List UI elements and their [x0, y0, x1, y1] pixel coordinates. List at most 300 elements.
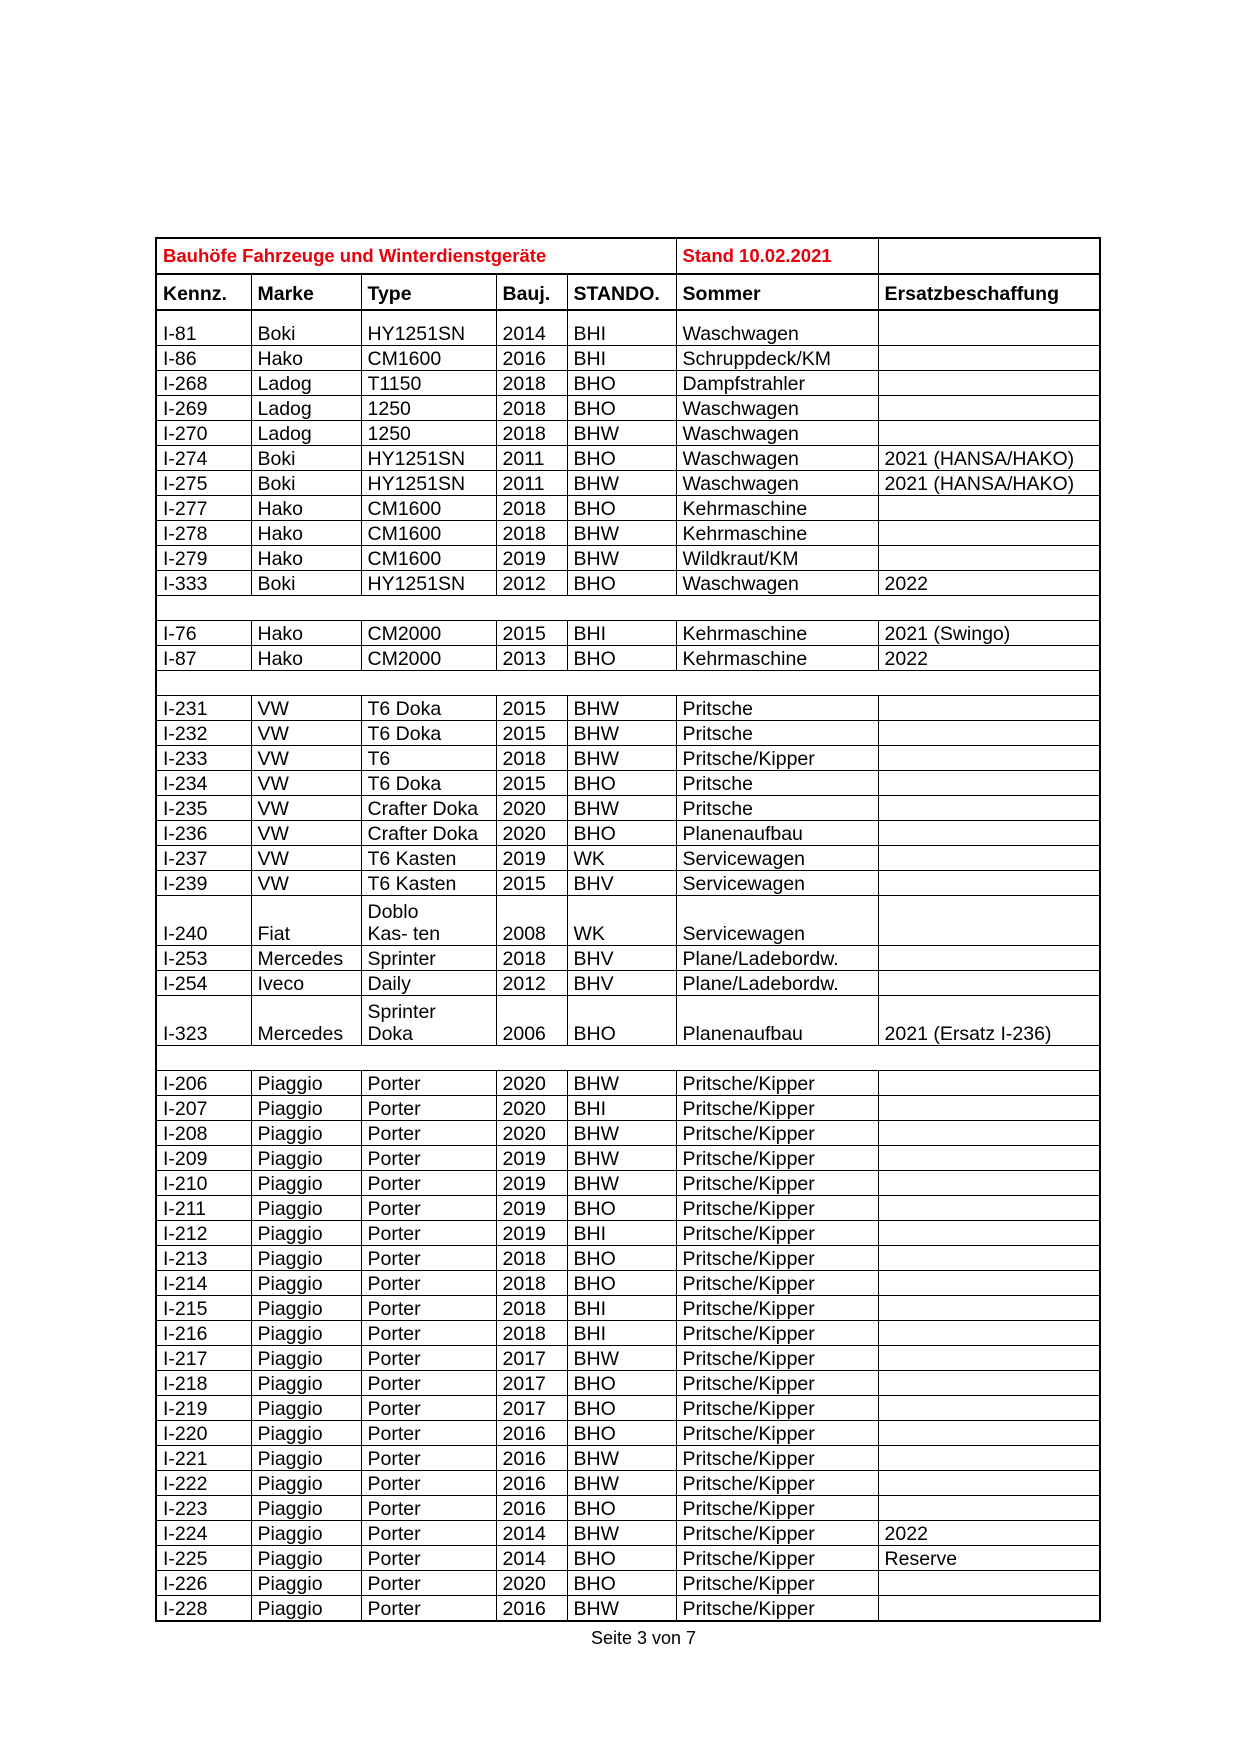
table-row [156, 1371, 1100, 1396]
table-row [156, 1271, 1100, 1296]
cell-standort: BHW [567, 721, 676, 746]
cell-type: Porter [361, 1546, 496, 1571]
cell-ersatzbeschaffung [878, 971, 1100, 996]
cell-marke: Hako [251, 546, 361, 571]
table-row [156, 1571, 1100, 1596]
cell-kennz: I-228 [156, 1596, 251, 1622]
cell-kennz: I-278 [156, 521, 251, 546]
cell-bauj: 2018 [496, 1271, 567, 1296]
table-row [156, 746, 1100, 771]
cell-sommer: Pritsche [676, 721, 878, 746]
cell-type: Porter [361, 1121, 496, 1146]
cell-marke: VW [251, 871, 361, 896]
cell-standort: BHI [567, 1296, 676, 1321]
cell-type: 1250 [361, 396, 496, 421]
cell-bauj: 2019 [496, 1171, 567, 1196]
cell-bauj: 2018 [496, 1321, 567, 1346]
cell-marke: Ladog [251, 421, 361, 446]
cell-type: CM2000 [361, 621, 496, 646]
cell-ersatzbeschaffung [878, 1446, 1100, 1471]
cell-marke: Piaggio [251, 1196, 361, 1221]
cell-standort: BHW [567, 421, 676, 446]
cell-kennz: I-87 [156, 646, 251, 671]
cell-ersatzbeschaffung [878, 696, 1100, 721]
cell-ersatzbeschaffung [878, 1496, 1100, 1521]
cell-kennz: I-254 [156, 971, 251, 996]
separator-cell [251, 596, 361, 621]
separator-cell [156, 1046, 251, 1071]
document-title: Bauhöfe Fahrzeuge und Winterdienstgeräte [156, 238, 676, 274]
cell-sommer: Pritsche [676, 771, 878, 796]
cell-bauj: 2012 [496, 571, 567, 596]
cell-bauj: 2016 [496, 346, 567, 371]
cell-bauj: 2014 [496, 310, 567, 346]
cell-kennz: I-210 [156, 1171, 251, 1196]
separator-cell [251, 671, 361, 696]
cell-marke: Boki [251, 571, 361, 596]
separator-cell [567, 1046, 676, 1071]
cell-standort: BHO [567, 646, 676, 671]
cell-standort: BHW [567, 1521, 676, 1546]
table-row [156, 1121, 1100, 1146]
cell-sommer: Pritsche/Kipper [676, 1396, 878, 1421]
cell-standort: BHV [567, 971, 676, 996]
cell-type: Porter [361, 1071, 496, 1096]
table-row [156, 371, 1100, 396]
separator-cell [878, 671, 1100, 696]
cell-bauj: 2019 [496, 846, 567, 871]
cell-standort: BHI [567, 1096, 676, 1121]
cell-standort: BHW [567, 521, 676, 546]
cell-kennz: I-274 [156, 446, 251, 471]
cell-marke: Piaggio [251, 1571, 361, 1596]
cell-marke: Piaggio [251, 1446, 361, 1471]
table-row [156, 1346, 1100, 1371]
cell-type: CM1600 [361, 496, 496, 521]
cell-type: Porter [361, 1521, 496, 1546]
cell-bauj: 2019 [496, 546, 567, 571]
cell-standort: BHO [567, 571, 676, 596]
cell-sommer: Pritsche/Kipper [676, 1371, 878, 1396]
cell-standort: BHO [567, 821, 676, 846]
cell-standort: BHO [567, 371, 676, 396]
cell-kennz: I-240 [156, 896, 251, 946]
cell-marke: VW [251, 771, 361, 796]
cell-bauj: 2018 [496, 1246, 567, 1271]
cell-standort: BHO [567, 771, 676, 796]
cell-standort: BHW [567, 746, 676, 771]
cell-marke: Mercedes [251, 996, 361, 1046]
cell-kennz: I-233 [156, 746, 251, 771]
table-row [156, 621, 1100, 646]
cell-marke: Piaggio [251, 1521, 361, 1546]
cell-ersatzbeschaffung [878, 396, 1100, 421]
cell-kennz: I-333 [156, 571, 251, 596]
cell-marke: VW [251, 846, 361, 871]
cell-type: Sprinter Doka [361, 996, 496, 1046]
cell-sommer: Pritsche/Kipper [676, 1421, 878, 1446]
cell-type: CM1600 [361, 546, 496, 571]
table-row [156, 996, 1100, 1046]
header-standort: STANDO. [567, 274, 676, 310]
cell-kennz: I-225 [156, 1546, 251, 1571]
cell-type: HY1251SN [361, 471, 496, 496]
cell-sommer: Pritsche/Kipper [676, 1496, 878, 1521]
cell-kennz: I-217 [156, 1346, 251, 1371]
table-row [156, 1221, 1100, 1246]
cell-marke: Piaggio [251, 1271, 361, 1296]
cell-type: CM1600 [361, 521, 496, 546]
cell-standort: BHI [567, 346, 676, 371]
cell-kennz: I-275 [156, 471, 251, 496]
separator-row [156, 1046, 1100, 1071]
cell-kennz: I-269 [156, 396, 251, 421]
cell-standort: WK [567, 846, 676, 871]
cell-sommer: Servicewagen [676, 846, 878, 871]
cell-standort: BHV [567, 946, 676, 971]
table-row [156, 1496, 1100, 1521]
cell-ersatzbeschaffung [878, 1321, 1100, 1346]
separator-row [156, 596, 1100, 621]
cell-marke: Piaggio [251, 1246, 361, 1271]
cell-kennz: I-216 [156, 1321, 251, 1346]
cell-standort: BHO [567, 1496, 676, 1521]
cell-bauj: 2015 [496, 696, 567, 721]
cell-sommer: Waschwagen [676, 471, 878, 496]
cell-type: Porter [361, 1421, 496, 1446]
cell-standort: BHI [567, 1221, 676, 1246]
cell-sommer: Pritsche/Kipper [676, 1546, 878, 1571]
cell-standort: BHO [567, 996, 676, 1046]
separator-cell [878, 1046, 1100, 1071]
cell-marke: Hako [251, 646, 361, 671]
cell-ersatzbeschaffung [878, 1571, 1100, 1596]
cell-kennz: I-223 [156, 1496, 251, 1521]
cell-sommer: Kehrmaschine [676, 496, 878, 521]
cell-sommer: Waschwagen [676, 310, 878, 346]
cell-bauj: 2015 [496, 871, 567, 896]
cell-marke: Piaggio [251, 1346, 361, 1371]
table-row [156, 421, 1100, 446]
cell-marke: Piaggio [251, 1421, 361, 1446]
cell-kennz: I-270 [156, 421, 251, 446]
cell-sommer: Waschwagen [676, 396, 878, 421]
cell-ersatzbeschaffung [878, 746, 1100, 771]
cell-marke: Piaggio [251, 1471, 361, 1496]
cell-ersatzbeschaffung [878, 1096, 1100, 1121]
cell-sommer: Pritsche/Kipper [676, 1296, 878, 1321]
cell-type: Porter [361, 1146, 496, 1171]
table-row [156, 310, 1100, 346]
cell-sommer: Pritsche/Kipper [676, 1271, 878, 1296]
table-row [156, 521, 1100, 546]
cell-marke: Piaggio [251, 1371, 361, 1396]
cell-bauj: 2018 [496, 421, 567, 446]
cell-bauj: 2006 [496, 996, 567, 1046]
cell-ersatzbeschaffung [878, 1471, 1100, 1496]
cell-ersatzbeschaffung [878, 821, 1100, 846]
separator-cell [567, 671, 676, 696]
cell-type: T6 Doka [361, 696, 496, 721]
cell-standort: BHO [567, 1271, 676, 1296]
table-row [156, 446, 1100, 471]
cell-ersatzbeschaffung [878, 896, 1100, 946]
page-footer: Seite 3 von 7 [590, 1628, 697, 1648]
cell-type: T6 Doka [361, 721, 496, 746]
cell-ersatzbeschaffung [878, 771, 1100, 796]
cell-sommer: Pritsche/Kipper [676, 1221, 878, 1246]
table-row [156, 971, 1100, 996]
cell-bauj: 2019 [496, 1196, 567, 1221]
cell-kennz: I-232 [156, 721, 251, 746]
cell-standort: BHO [567, 396, 676, 421]
separator-cell [156, 596, 251, 621]
cell-marke: Boki [251, 310, 361, 346]
cell-kennz: I-222 [156, 1471, 251, 1496]
cell-marke: VW [251, 796, 361, 821]
cell-ersatzbeschaffung [878, 1596, 1100, 1622]
header-sommer: Sommer [676, 274, 878, 310]
cell-kennz: I-235 [156, 796, 251, 821]
cell-standort: BHW [567, 1171, 676, 1196]
cell-bauj: 2008 [496, 896, 567, 946]
cell-standort: BHW [567, 546, 676, 571]
cell-standort: BHO [567, 1246, 676, 1271]
cell-bauj: 2017 [496, 1346, 567, 1371]
cell-marke: Piaggio [251, 1296, 361, 1321]
cell-marke: VW [251, 721, 361, 746]
table-row [156, 1096, 1100, 1121]
cell-marke: Hako [251, 496, 361, 521]
cell-standort: BHW [567, 1446, 676, 1471]
cell-standort: BHW [567, 471, 676, 496]
cell-ersatzbeschaffung: 2022 [878, 1521, 1100, 1546]
cell-ersatzbeschaffung [878, 846, 1100, 871]
cell-sommer: Pritsche/Kipper [676, 1521, 878, 1546]
cell-kennz: I-211 [156, 1196, 251, 1221]
cell-bauj: 2013 [496, 646, 567, 671]
cell-type: CM2000 [361, 646, 496, 671]
table-row [156, 396, 1100, 421]
cell-bauj: 2019 [496, 1146, 567, 1171]
table-row [156, 1321, 1100, 1346]
cell-type: Porter [361, 1221, 496, 1246]
cell-bauj: 2018 [496, 371, 567, 396]
cell-marke: Boki [251, 471, 361, 496]
table-body [156, 310, 1100, 1621]
table-row [156, 846, 1100, 871]
cell-type: T1150 [361, 371, 496, 396]
cell-type: Porter [361, 1396, 496, 1421]
table-row [156, 496, 1100, 521]
table-row [156, 471, 1100, 496]
cell-marke: Piaggio [251, 1121, 361, 1146]
cell-bauj: 2020 [496, 1096, 567, 1121]
cell-marke: Piaggio [251, 1146, 361, 1171]
table-row [156, 946, 1100, 971]
cell-ersatzbeschaffung [878, 371, 1100, 396]
cell-kennz: I-226 [156, 1571, 251, 1596]
cell-bauj: 2018 [496, 946, 567, 971]
cell-sommer: Waschwagen [676, 446, 878, 471]
table-row [156, 1171, 1100, 1196]
table-row [156, 1246, 1100, 1271]
cell-kennz: I-253 [156, 946, 251, 971]
cell-standort: BHW [567, 796, 676, 821]
cell-kennz: I-206 [156, 1071, 251, 1096]
cell-marke: Piaggio [251, 1171, 361, 1196]
separator-cell [567, 596, 676, 621]
cell-ersatzbeschaffung [878, 1371, 1100, 1396]
cell-type: CM1600 [361, 346, 496, 371]
table-row [156, 771, 1100, 796]
cell-standort: BHO [567, 446, 676, 471]
separator-cell [251, 1046, 361, 1071]
header-kennz: Kennz. [156, 274, 251, 310]
separator-cell [496, 1046, 567, 1071]
cell-sommer: Pritsche/Kipper [676, 1096, 878, 1121]
table-row [156, 1196, 1100, 1221]
table-row [156, 871, 1100, 896]
separator-cell [676, 671, 878, 696]
cell-type: Porter [361, 1446, 496, 1471]
cell-marke: Hako [251, 346, 361, 371]
cell-marke: Piaggio [251, 1221, 361, 1246]
cell-ersatzbeschaffung [878, 1146, 1100, 1171]
cell-ersatzbeschaffung: 2021 (HANSA/HAKO) [878, 471, 1100, 496]
cell-marke: VW [251, 746, 361, 771]
table-row [156, 646, 1100, 671]
cell-bauj: 2011 [496, 446, 567, 471]
table-row [156, 571, 1100, 596]
cell-bauj: 2018 [496, 521, 567, 546]
cell-type: Porter [361, 1246, 496, 1271]
cell-type: Crafter Doka [361, 821, 496, 846]
cell-type: T6 Kasten [361, 871, 496, 896]
cell-sommer: Pritsche/Kipper [676, 746, 878, 771]
cell-kennz: I-81 [156, 310, 251, 346]
cell-kennz: I-220 [156, 1421, 251, 1446]
separator-cell [156, 671, 251, 696]
cell-sommer: Schruppdeck/KM [676, 346, 878, 371]
cell-marke: Hako [251, 521, 361, 546]
cell-type: Porter [361, 1171, 496, 1196]
header-row [156, 274, 1100, 310]
table-row [156, 896, 1100, 946]
cell-type: Porter [361, 1096, 496, 1121]
separator-cell [676, 1046, 878, 1071]
table-row [156, 1596, 1100, 1622]
cell-sommer: Plane/Ladebordw. [676, 946, 878, 971]
cell-bauj: 2018 [496, 1296, 567, 1321]
vehicle-table-container [155, 237, 1099, 1622]
cell-type: Porter [361, 1346, 496, 1371]
cell-type: T6 Doka [361, 771, 496, 796]
header-marke: Marke [251, 274, 361, 310]
cell-type: Daily [361, 971, 496, 996]
cell-bauj: 2020 [496, 1121, 567, 1146]
cell-bauj: 2017 [496, 1371, 567, 1396]
separator-cell [496, 596, 567, 621]
cell-sommer: Pritsche/Kipper [676, 1596, 878, 1622]
cell-kennz: I-214 [156, 1271, 251, 1296]
cell-kennz: I-215 [156, 1296, 251, 1321]
cell-type: HY1251SN [361, 571, 496, 596]
cell-standort: BHW [567, 1121, 676, 1146]
header-type: Type [361, 274, 496, 310]
vehicle-table [155, 237, 1101, 1622]
cell-ersatzbeschaffung [878, 1171, 1100, 1196]
cell-sommer: Pritsche/Kipper [676, 1446, 878, 1471]
cell-kennz: I-221 [156, 1446, 251, 1471]
cell-bauj: 2020 [496, 1071, 567, 1096]
cell-type: Porter [361, 1496, 496, 1521]
cell-standort: WK [567, 896, 676, 946]
cell-bauj: 2016 [496, 1496, 567, 1521]
table-row [156, 1446, 1100, 1471]
cell-kennz: I-323 [156, 996, 251, 1046]
cell-kennz: I-218 [156, 1371, 251, 1396]
cell-standort: BHW [567, 1596, 676, 1622]
cell-sommer: Kehrmaschine [676, 621, 878, 646]
cell-type: Porter [361, 1571, 496, 1596]
cell-ersatzbeschaffung [878, 1421, 1100, 1446]
cell-kennz: I-277 [156, 496, 251, 521]
cell-sommer: Planenaufbau [676, 821, 878, 846]
separator-cell [361, 596, 496, 621]
cell-kennz: I-76 [156, 621, 251, 646]
cell-standort: BHI [567, 1321, 676, 1346]
cell-marke: Piaggio [251, 1496, 361, 1521]
cell-type: Porter [361, 1296, 496, 1321]
cell-ersatzbeschaffung: Reserve [878, 1546, 1100, 1571]
cell-standort: BHO [567, 496, 676, 521]
cell-ersatzbeschaffung [878, 310, 1100, 346]
cell-marke: Iveco [251, 971, 361, 996]
cell-type: Porter [361, 1321, 496, 1346]
cell-marke: Mercedes [251, 946, 361, 971]
cell-kennz: I-231 [156, 696, 251, 721]
cell-bauj: 2018 [496, 496, 567, 521]
cell-marke: Ladog [251, 396, 361, 421]
cell-ersatzbeschaffung [878, 1196, 1100, 1221]
cell-ersatzbeschaffung: 2022 [878, 571, 1100, 596]
cell-type: Crafter Doka [361, 796, 496, 821]
cell-marke: Piaggio [251, 1096, 361, 1121]
cell-type: Porter [361, 1371, 496, 1396]
cell-bauj: 2015 [496, 621, 567, 646]
title-row [156, 238, 1100, 274]
cell-bauj: 2018 [496, 746, 567, 771]
cell-ersatzbeschaffung [878, 521, 1100, 546]
separator-row [156, 671, 1100, 696]
cell-ersatzbeschaffung [878, 871, 1100, 896]
cell-ersatzbeschaffung: 2021 (Ersatz I-236) [878, 996, 1100, 1046]
cell-sommer: Pritsche/Kipper [676, 1171, 878, 1196]
cell-ersatzbeschaffung [878, 346, 1100, 371]
cell-sommer: Waschwagen [676, 421, 878, 446]
cell-kennz: I-279 [156, 546, 251, 571]
table-row [156, 1546, 1100, 1571]
cell-standort: BHO [567, 1421, 676, 1446]
table-row [156, 821, 1100, 846]
cell-ersatzbeschaffung [878, 496, 1100, 521]
table-row [156, 1396, 1100, 1421]
cell-ersatzbeschaffung [878, 1346, 1100, 1371]
cell-bauj: 2014 [496, 1521, 567, 1546]
cell-ersatzbeschaffung [878, 946, 1100, 971]
cell-marke: Boki [251, 446, 361, 471]
